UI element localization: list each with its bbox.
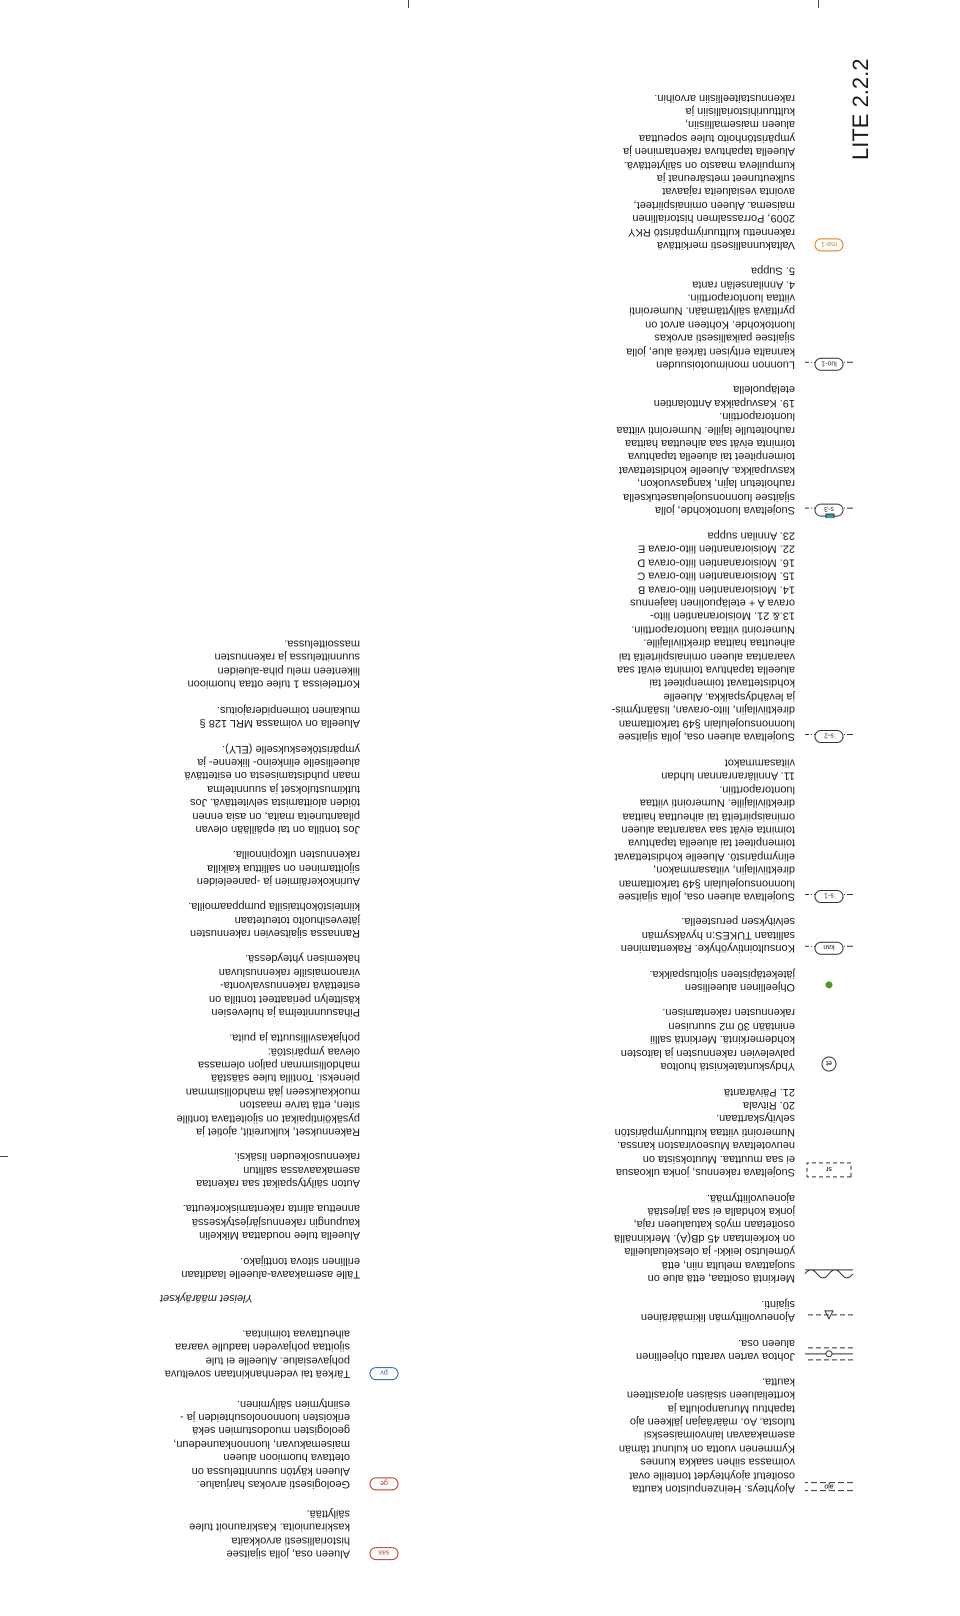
general-regulation-item: Alueella on voimassa MRL 128 § mukainen toimenpiderajoitus. (199, 703, 360, 729)
crop-mark-top-1 (408, 0, 409, 8)
svg-text:ge: ge (380, 1478, 388, 1486)
s-1-symbol-icon (803, 880, 855, 904)
svg-text:ma-1: ma-1 (821, 239, 837, 247)
legend-entry-text: Suojeltava alueen osa, jolla sijaitsee luonnonsuojelulain §49 tarkoittaman direktiivilajin, liito-oravan, lisääntymis- ja levähdyspaikka. Alueelle kohdistettavat toimenpiteet tai alueella tapahtuva toiminta eivät saa vaarantaa alueen ominaispiirteitä tai aiheuttaa haittaa direktiivilajille. Numerointi viittaa luontoraporttiin. 13.& 21. Moisioranantien liito- orava A + eteläpuolinen laajennus 14. Moisioranantien liito-orava B 15. Moisioranantien liito-orava C 16. Moisioranantien liito-orava D 22. Moisioranantien liito-orava E 23. Annilan suppa (611, 529, 795, 743)
legend-entry-s-1 (560, 755, 834, 903)
svg-text:luo-1: luo-1 (821, 359, 837, 367)
pv-symbol-icon (358, 1361, 410, 1381)
legend-entry-text: Geologisesti arvokas harjualue. Alueen käytön suunnittelussa on otettava huomioon alueen maisemakuvan, luonnonkaunedeun, geologisten muodostumien sekä erikoisten luonnonolosuhteiden ja - esiintymien säilyminen. (173, 1397, 350, 1490)
legend-entry-et (560, 1005, 832, 1073)
legend-entry-text: Konsultointivyöhyke. Rakentaminen sallitaan TUKES:n hyväksymän selvityksen perusteella. (620, 915, 795, 955)
luo-1-symbol-icon (803, 348, 855, 372)
et-symbol-icon (803, 1050, 855, 1074)
legend-entry-text: Ajoyhteys. Heinzenpuiston kautta osoitetut ajoyhteydet tonteille ovat voimassa siihen saakka kunnes Kymmenen vuotta on kulunut tämän asemakaavan lainvoimaisesksi tulosta. Ao. määräajan jälkeen ajo tapahtuu Muruanpolulta ja korttelialueen sisäisen ajorasitteen kautta. (618, 1375, 795, 1495)
general-regulation-item: Pihasuunnitelma ja hulevesien käsittelyn periaatteet tontilla on esitettävä rakennusvalvonta- viranomaisille rakennusluvan hakemisen yhteydessä. (208, 952, 360, 1019)
legend-entry-kan (560, 914, 835, 955)
svg-text:s-1: s-1 (824, 891, 834, 899)
legend-entry-dB (560, 1190, 795, 1284)
general-regulation-item: Aurinkokeräimien ja -paneeleiden sijoittaminen on sallittua kaikilla rakennusten ulkopinnoilla. (196, 848, 360, 888)
legend-entry-text: Tärkeä tai vedenhankintaan soveltuva pohjavesialue. Alueelle ei tule sijoittaa pohjaveden laadulle vaaraa aiheuttavaa toimintaa. (164, 1327, 350, 1380)
general-regulation-item: Alueella tulee noudattaa Mikkelin kaupungin rakennusjärjestyksessä annettua alinta rakentamiskorkeutta. (182, 1202, 360, 1242)
svg-text:sas: sas (378, 1548, 390, 1556)
legend-entry-ge (150, 1396, 388, 1490)
general-regulation-item: Auton säilytyspaikat saa rakentaa asemakaavassa sallitun rakennusoikeuden lisäksi. (196, 1150, 360, 1190)
legend-entry-luo-1 (560, 263, 837, 371)
general-regulation-item: Kortteleissa 1 tulee ottaa huomioon liikenteen melu piha-alueiden suunnittelussa ja rakennusten massoittelussa. (187, 637, 360, 690)
ajo-symbol-icon (803, 1472, 855, 1496)
svg-text:s-2: s-2 (824, 731, 834, 739)
legend-entry-text: Suojeltava luontokohde, jolla sijaitsee luonnonsuojeluasetuksella rauhoitetun lajin, kangasvuokon, kasvupaikka. Alueelle kohdistettavat toimenpiteet tai alueella tapahtuva toiminta eivät saa aiheuttaa haittaa rauhoitetulle lajille. Numerointi viittaa luontoraporttiin. 19. Kasvupaikka Anttolantien eteläpuolella (616, 383, 795, 517)
legend-entry-sas (150, 1506, 390, 1560)
legend-entry-text: Valtakunnallisesti merkittävä rakennettu kulttuuriympäristö RKY 2009, Porrassalmen historiallinen maisema. Alueen ominaispiirteet, avointa vesialueita rajaavat sulkeutuneet metsäreunat ja kumpuileva maasto on säilytettävä. Alueella tapahtuva rakentaminen ja ympäristönhoito tulee sopeuttaa alueen maisemalliisiin, kulttuurihistoriallisiin ja rakennustaiteellisiin arvoihin. (623, 91, 795, 251)
sas-symbol-icon (358, 1541, 410, 1561)
legend-entry-ohjeellinen-osa (560, 1335, 795, 1362)
legend-entry-pv (150, 1326, 388, 1380)
legend-entry-ma-1 (560, 90, 837, 251)
general-regulation-item: Rannassa sijaitsevien rakennusten jätevesihuolto toteutetaan kiinteistökohtaisilla pumppaamoilla. (188, 900, 360, 940)
svg-text:et: et (826, 1059, 832, 1067)
document-id: LITE 2.2.2 (848, 58, 873, 160)
legend-entry-text: Johtoa varten varattu ohjeellinen alueen osa. (636, 1336, 795, 1362)
ohjeellinen-osa-symbol-icon (803, 1339, 855, 1363)
legend-entry-liittyma (560, 1296, 795, 1323)
general-regulation-item: Tälle asemakaava-alueelle laaditaan erillinen sitova tonttijako. (181, 1254, 360, 1280)
s-2-symbol-icon (803, 720, 855, 744)
legend-entry-text: Merkintä osoittaa, että alue on suojattava melulta niin, että yömelutso leikki- ja oleskelualueilla on korkeintaan 45 dB(A). Merkinnällä osoitetaan myös katualueen raja, jonka kohdalla ei saa järjestää ajoneuvoliittymää. (614, 1191, 795, 1284)
s-3-symbol-icon (803, 494, 855, 518)
svg-text:pv: pv (380, 1368, 388, 1376)
legend-entry-ajo (560, 1374, 834, 1495)
legend-entry-text: Suojeltava rakennus, jonka ulkoasua ei saa muuttaa. Muutoksista on neuvoteltava Museoviraston kanssa. Numerointi viittaa kulttuuriympäristön selvityskarttaan. 20. Ritvala 21. Päivärantä (614, 1085, 795, 1178)
general-regulation-item: Rakennukset, kulkureitit, ajotiet ja pysäköintipaikat on sijoitettava tontille siten, että tarve maaston muokkaukseen jää mahdollisimman pieneksi. Tontilla tulee säästää mahdollisimman paljon olemassa olevaa ympäristöä: pohjakasvillisuutta ja puita. (176, 1031, 360, 1138)
ge-symbol-icon (358, 1471, 410, 1491)
ma-1-symbol-icon (803, 232, 855, 252)
legend-entry-green-dot (560, 966, 795, 993)
svg-text:ajo: ajo (824, 1482, 834, 1490)
kan-symbol-icon (803, 932, 855, 956)
liittyma-symbol-icon (803, 1300, 855, 1324)
legend-entry-text: Ohjeellinen alueellisen jäteketäpisteen sijoituspaikka. (649, 967, 795, 993)
general-regulation-item: Jos tontilla on tai epäillään olevan pilaantuneita maita, on asia ennen töiden aloittamista selvitettävä. Jos tutkimustulokset ja suunnitelma maan puhdistamisesta on esitettävä alueelliselle elinkeino- liikenne- ja ympäristökeskukselle (ELY). (184, 742, 360, 835)
legend-entry-text: Suojeltava alueen osa, jolla sijaitsee luonnonsuojelulain §49 tarkoittaman direktiivilajin, viitasammakon, elinympäristö. Alueelle kohdistettavat toimenpiteet tai alueella tapahtuva toiminta eivät saa vaarantaa alueen ominaispiirteitä tai aiheuttaa haittaa direktiivilajille. Numerointi viittaa luontoraporttiin. 11. Anniläranrannan luhdan viitasammakot (614, 756, 795, 903)
legend-entry-sr (560, 1084, 832, 1178)
legend-entry-text: Ajoneuvoliittymän likimääräinen sijainti. (640, 1297, 795, 1323)
svg-text:sr: sr (826, 1164, 832, 1172)
dB-symbol-icon (803, 1261, 855, 1285)
svg-text:s-3: s-3 (824, 505, 834, 513)
crop-mark-left (0, 1156, 8, 1157)
general-regulations-heading: Yleiset määräykset (160, 1292, 253, 1304)
legend-entry-s-2 (560, 528, 834, 743)
legend-entry-text: Yhdyskuntateknistä huoltoa palvelevien rakennusten ja laitosten kohdemerkintä. Merkintä sallii enintään 30 m2 suuruisen rakennusten rakentamisen. (620, 1006, 795, 1073)
legend-entry-text: Luonnon monimuotoisuuden kannalta erityisen tärkeä alue, jolla sijaitsee paikallisesti arvokas luontokohde. Kohteen arvot on pyrittävä säilyttämään. Numerointi viittaa luontoraporttiin. 4. Annilanselän ranta 5. Suppa (626, 264, 795, 371)
crop-mark-top-2 (818, 0, 819, 8)
legend-entry-text: Alueen osa, jolla sijaitsee historiallisesti arvokkaita kaskiraunioita. Kaskiraunoit tulee säilyttää. (189, 1507, 350, 1560)
legend-entry-s-3 (560, 382, 834, 517)
svg-text:kan: kan (823, 943, 835, 951)
green-dot-symbol-icon (803, 970, 855, 994)
sr-symbol-icon (803, 1155, 855, 1179)
